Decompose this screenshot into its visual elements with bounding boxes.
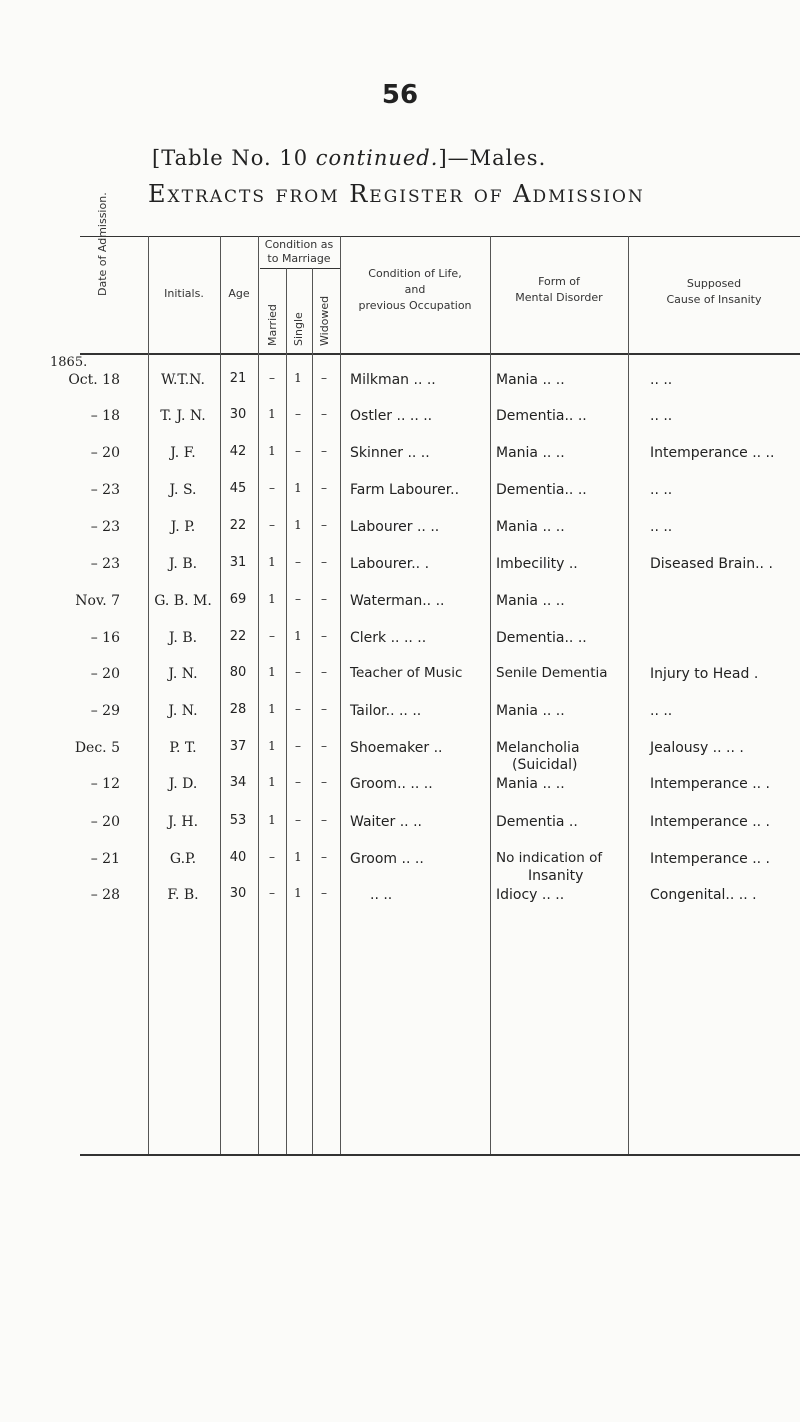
cell-age: 42 (229, 444, 247, 459)
cell-occupation: Waterman.. .. (350, 593, 445, 609)
table-row (50, 408, 800, 438)
cell-single: – (295, 665, 301, 679)
cell-widowed: – (321, 407, 327, 421)
cell-age: 53 (229, 813, 247, 828)
header-form-line2: Mental Disorder (515, 290, 603, 304)
cell-initials: J. F. (170, 445, 196, 461)
caption-close: ]—Males. (438, 146, 547, 170)
cell-cause: .. .. (650, 482, 673, 498)
cell-initials: G. B. M. (154, 593, 212, 609)
table-title: Extracts from Register of Admission (148, 180, 645, 208)
cell-form: Mania .. .. (496, 593, 565, 609)
cell-married: 1 (268, 702, 276, 716)
cell-form: Dementia.. .. (496, 408, 587, 424)
cell-single: – (295, 407, 301, 421)
cell-married: – (269, 850, 275, 864)
cell-single: 1 (294, 481, 302, 495)
cell-date: Dec. 5 (74, 740, 120, 756)
cell-widowed: – (321, 444, 327, 458)
cell-widowed: – (321, 886, 327, 900)
header-occupation (342, 266, 488, 314)
cell-cause: Congenital.. .. . (650, 887, 757, 903)
header-cause-line2: Cause of Insanity (666, 292, 762, 306)
table-caption (152, 146, 546, 170)
cell-age: 37 (229, 739, 247, 754)
header-date: Date of Admission. (96, 192, 109, 296)
cell-initials: J. P. (170, 519, 196, 535)
header-occupation-line2: and (404, 282, 426, 296)
cell-married: 1 (268, 775, 276, 789)
cell-single: – (295, 702, 301, 716)
cell-initials: P. T. (169, 740, 197, 756)
cell-form: Senile Dementia (496, 665, 608, 681)
table-row (50, 666, 800, 696)
cell-married: 1 (268, 592, 276, 606)
cell-married: 1 (268, 739, 276, 753)
header-cause-line1: Supposed (686, 277, 742, 290)
cell-age: 30 (229, 407, 247, 422)
table-row (50, 630, 800, 660)
cell-date: – 16 (90, 630, 120, 646)
cell-married: 1 (268, 555, 276, 569)
cell-initials: J. N. (168, 666, 198, 682)
cell-age: 31 (229, 555, 247, 570)
table-row (50, 556, 800, 586)
cell-form: Melancholia (496, 740, 580, 756)
cell-widowed: – (321, 702, 327, 716)
header-cause (628, 276, 800, 308)
header-form-line1: Form of (538, 275, 580, 288)
cell-single: 1 (294, 850, 302, 864)
table-row (50, 519, 800, 549)
header-bottom-rule (80, 353, 800, 355)
cell-married: – (269, 371, 275, 385)
cell-occupation: Teacher of Music (350, 665, 463, 681)
cell-initials: J. D. (168, 776, 198, 792)
cell-initials: J. B. (168, 630, 198, 646)
cell-cause: .. .. (650, 372, 673, 388)
cell-form: Imbecility .. (496, 556, 578, 572)
cell-initials: J. S. (169, 482, 197, 498)
cell-form: Mania .. .. (496, 445, 565, 461)
cell-date: – 23 (90, 482, 120, 498)
cell-age: 22 (229, 629, 247, 644)
cell-initials: G.P. (169, 851, 197, 867)
cell-married: – (269, 481, 275, 495)
cell-single: – (295, 555, 301, 569)
cell-form: Mania .. .. (496, 776, 565, 792)
cell-single: – (295, 444, 301, 458)
cell-initials: W.T.N. (161, 372, 205, 388)
cell-single: 1 (294, 518, 302, 532)
cell-single: – (295, 739, 301, 753)
cell-widowed: – (321, 739, 327, 753)
cell-form: Dementia.. .. (496, 630, 587, 646)
cell-form: Mania .. .. (496, 519, 565, 535)
table-row (50, 851, 800, 887)
cell-date: – 23 (90, 519, 120, 535)
cell-occupation: Shoemaker .. (350, 740, 443, 756)
cell-date: – 23 (90, 556, 120, 572)
header-form (490, 274, 628, 306)
cell-form: Mania .. .. (496, 703, 565, 719)
cell-age: 21 (229, 371, 247, 386)
cell-cause: .. .. (650, 703, 673, 719)
condition-sub-rule (260, 268, 340, 269)
cell-initials: T. J. N. (160, 408, 206, 424)
cell-cause: Intemperance .. . (650, 814, 771, 830)
cell-occupation: Tailor.. .. .. (350, 703, 422, 719)
cell-married: 1 (268, 665, 276, 679)
header-age: Age (228, 287, 250, 300)
cell-married: 1 (268, 407, 276, 421)
cell-age: 69 (229, 592, 247, 607)
cell-date: – 20 (90, 445, 120, 461)
cell-form-note: Insanity (528, 868, 584, 884)
cell-age: 45 (229, 481, 247, 496)
cell-widowed: – (321, 813, 327, 827)
header-initials: Initials. (164, 287, 204, 300)
cell-cause: Intemperance .. . (650, 851, 771, 867)
header-married: Married (266, 304, 279, 346)
cell-widowed: – (321, 665, 327, 679)
cell-occupation: Milkman .. .. (350, 372, 436, 388)
cell-date: – 20 (90, 814, 120, 830)
cell-widowed: – (321, 371, 327, 385)
cell-occupation: Farm Labourer.. (350, 482, 460, 498)
cell-age: 40 (229, 850, 247, 865)
cell-age: 22 (229, 518, 247, 533)
cell-widowed: – (321, 592, 327, 606)
cell-occupation: Groom .. .. (350, 851, 424, 867)
cell-initials: J. H. (167, 814, 199, 830)
cell-date: – 12 (90, 776, 120, 792)
cell-form: Dementia.. .. (496, 482, 587, 498)
caption-continued: continued. (315, 146, 439, 170)
cell-age: 30 (229, 886, 247, 901)
header-occupation-line1: Condition of Life, (368, 267, 462, 280)
table-row (50, 372, 800, 402)
cell-occupation: Ostler .. .. .. (350, 408, 433, 424)
table-row (50, 887, 800, 917)
table-row (50, 814, 800, 844)
cell-form: Mania .. .. (496, 372, 565, 388)
table-row (50, 482, 800, 512)
cell-occupation: Skinner .. .. (350, 445, 430, 461)
cell-date: – 18 (90, 408, 120, 424)
cell-date: Oct. 18 (68, 372, 120, 388)
cell-initials: J. N. (168, 703, 198, 719)
table-row (50, 445, 800, 475)
cell-single: 1 (294, 371, 302, 385)
cell-occupation: Waiter .. .. (350, 814, 422, 830)
cell-cause: Jealousy .. .. . (650, 740, 744, 756)
cell-occupation: .. .. (370, 887, 393, 903)
cell-initials: F. B. (167, 887, 199, 903)
cell-occupation: Labourer.. . (350, 556, 430, 572)
caption-open: [Table No. 10 (152, 146, 316, 170)
cell-date: – 21 (90, 851, 120, 867)
cell-widowed: – (321, 629, 327, 643)
cell-date: – 29 (90, 703, 120, 719)
cell-widowed: – (321, 481, 327, 495)
cell-married: 1 (268, 813, 276, 827)
header-occupation-line3: previous Occupation (358, 298, 472, 312)
header-top-rule (80, 236, 800, 237)
cell-married: 1 (268, 444, 276, 458)
cell-age: 34 (229, 775, 247, 790)
cell-widowed: – (321, 518, 327, 532)
cell-single: – (295, 592, 301, 606)
cell-date: – 20 (90, 666, 120, 682)
cell-form: No indication of (496, 850, 603, 866)
cell-form-note: (Suicidal) (512, 757, 578, 773)
cell-form: Dementia .. (496, 814, 578, 830)
year-label: 1865. (50, 355, 88, 370)
table-row (50, 593, 800, 623)
cell-married: – (269, 886, 275, 900)
page-number: 56 (381, 80, 419, 110)
cell-cause: Intemperance .. .. (650, 445, 775, 461)
cell-widowed: – (321, 850, 327, 864)
cell-occupation: Groom.. .. .. (350, 776, 433, 792)
cell-married: – (269, 629, 275, 643)
cell-occupation: Clerk .. .. .. (350, 630, 427, 646)
cell-cause: Diseased Brain.. . (650, 556, 773, 572)
cell-age: 28 (229, 702, 247, 717)
cell-single: – (295, 775, 301, 789)
cell-cause: Intemperance .. . (650, 776, 771, 792)
header-single: Single (292, 312, 305, 346)
cell-widowed: – (321, 775, 327, 789)
cell-form: Idiocy .. .. (496, 887, 565, 903)
cell-date: – 28 (90, 887, 120, 903)
cell-widowed: – (321, 555, 327, 569)
cell-age: 80 (229, 665, 247, 680)
cell-single: 1 (294, 886, 302, 900)
header-condition: Condition as to Marriage (264, 238, 334, 265)
cell-date: Nov. 7 (75, 593, 120, 609)
table-row (50, 703, 800, 733)
cell-cause: .. .. (650, 519, 673, 535)
cell-married: – (269, 518, 275, 532)
cell-cause: .. .. (650, 408, 673, 424)
cell-single: – (295, 813, 301, 827)
cell-single: 1 (294, 629, 302, 643)
table-row (50, 776, 800, 806)
table-bottom-rule (80, 1154, 800, 1156)
table-row (50, 740, 800, 776)
cell-cause: Injury to Head . (650, 666, 759, 682)
cell-initials: J. B. (168, 556, 198, 572)
header-widowed: Widowed (318, 295, 331, 346)
cell-occupation: Labourer .. .. (350, 519, 440, 535)
